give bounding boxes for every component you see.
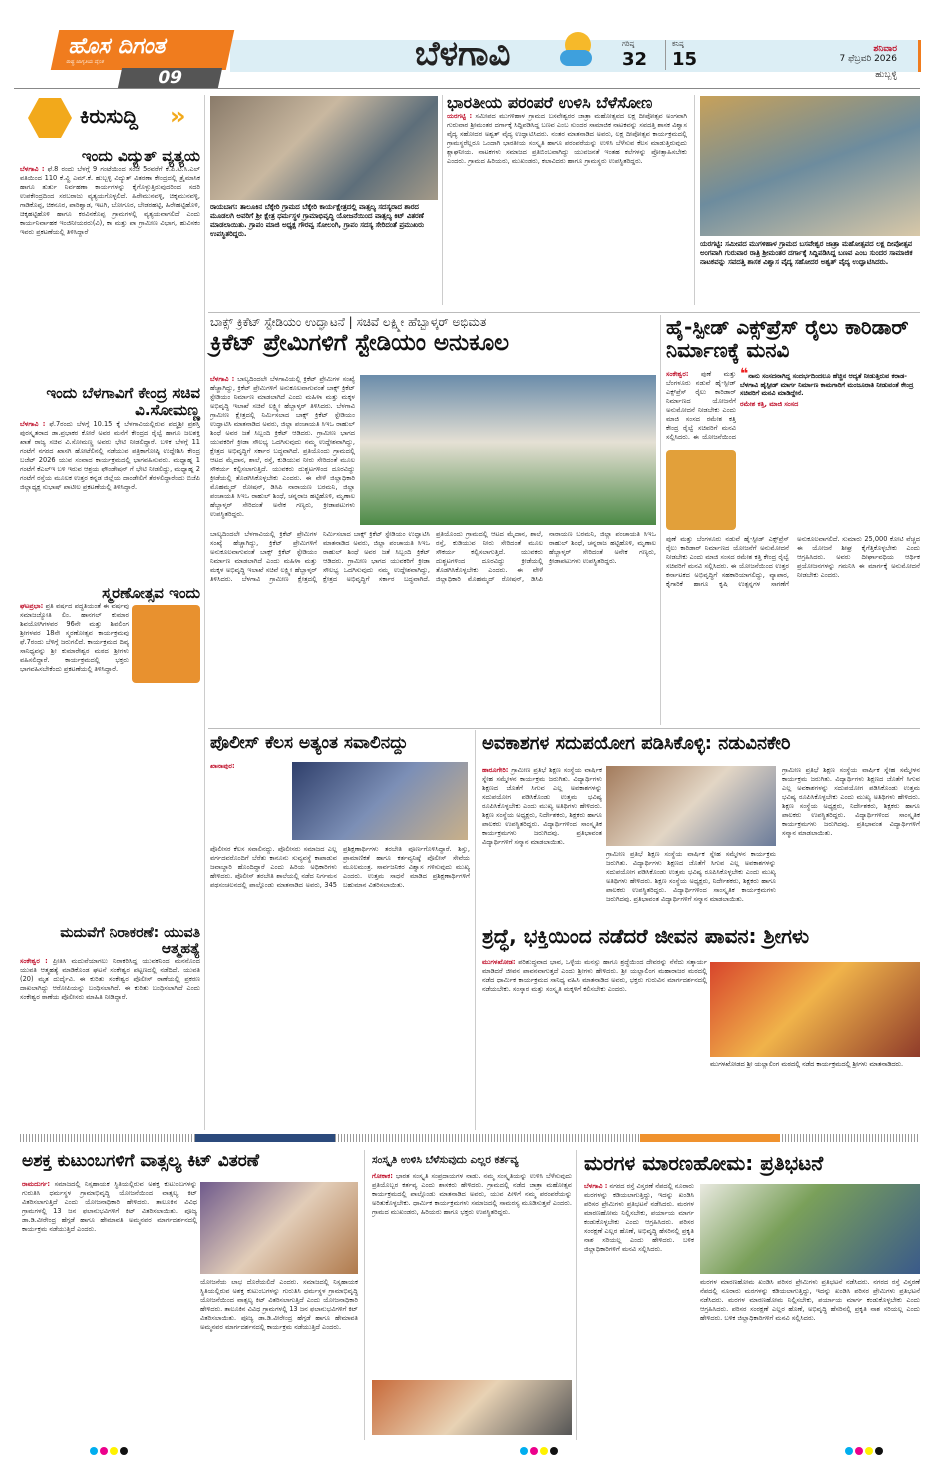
- rail-quote-box: ❝ನಾನು ಸಂಸದನಾಗಿದ್ದ ಸಂದರ್ಭದಿಂದಲೂ ಹೆಚ್ಚಿನ ಆದ್ಯತೆ ನೀಡುತ್ತಿರುವ ಕರಾಡ-ಬೆಳಗಾವಿ ಹೈಸ್ಪೀಡ್ ಮಾರ್ಗ ನಿರ್ಮಾಣ ಕಾಮಗಾರಿಗೆ ಮಂಜೂರಾತಿ ನೀಡುವಂತೆ ಕೇಂದ್ರ ಸಚಿವರಿಗೆ ಮನವಿ ಮಾಡಿದ್ದೇನೆ. ರಮೇಶ ಕತ್ತಿ, ಮಾಜಿ ಸಂಸದ: [740, 366, 914, 408]
- swamiji-photo: [132, 605, 200, 683]
- divider: [14, 88, 920, 89]
- photo-cricket-match: [360, 375, 656, 525]
- shraddhe-body: ಮುಗಳಖೋಡ: ಪರಿಶುದ್ಧವಾದ ಭಾವ, ಒಳ್ಳೆಯ ಮನಸ್ಸು ಹಾಗೂ ಶ್ರದ್ಧೆಯಿಂದ ದೇವರನ್ನು ನೆನೆದು ಸತ್ಕಾರ್ಯ ಮಾಡಿದರೆ ಜೀವನ ಪಾವನವಾಗುತ್ತದೆ ಎಂದು ಶ್ರೀಗಳು ಹೇಳಿದರು. ಶ್ರೀ ಯಲ್ಲಾಲಿಂಗ ಮಹಾರಾಜರ ಮಠದಲ್ಲಿ ನಡೆದ ಧಾರ್ಮಿಕ ಕಾರ್ಯಕ್ರಮದ ಸಾನಿಧ್ಯ ವಹಿಸಿ ಮಾತನಾಡಿದ ಅವರು, ಭಕ್ತರು ಗುರುವಿನ ಮಾರ್ಗದರ್ಶನದಲ್ಲಿ ನಡೆಯಬೇಕು. ಸಂಸ್ಕಾರ ಮತ್ತು ಸಂಸ್ಕೃತಿ ಮಕ್ಕಳಿಗೆ ಕಲಿಸಬೇಕು ಎಂದರು.: [482, 958, 707, 993]
- article-highspeed-rail: ಹೈ-ಸ್ಪೀಡ್ ಎಕ್ಸ್‌ಪ್ರೆಸ್ ರೈಲು ಕಾರಿಡಾರ್ ನಿರ್ಮಾಣಕ್ಕೆ ಮನವಿ: [666, 315, 909, 362]
- photo-school-event: [606, 766, 776, 846]
- photo-police-parade: [292, 762, 468, 840]
- police-body-lead: ಖಾನಾಪುರ:: [210, 762, 235, 770]
- registration-marks: [520, 1440, 560, 1459]
- section-kirusuddi: ಕಿರುಸುದ್ದಿ: [80, 104, 139, 128]
- vatsalya-caption: ಯೋಜನೆಯ ಲಾಭ ದೊರೆಯಲಿದೆ ಎಂದರು. ಸಮಾಜದಲ್ಲಿ ನಿಸ್ಸಹಾಯಕ ಸ್ಥಿತಿಯಲ್ಲಿರುವ ಅಶಕ್ತ ಕುಟುಂಬಗಳನ್ನು ಗುರುತಿಸಿ ಧರ್ಮಸ್ಥಳ ಗ್ರಾಮಾಭಿವೃದ್ಧಿ ಯೋಜನೆಯಿಂದ ವಾತ್ಸಲ್ಯ ಕಿಟ್ ವಿತರಿಸಲಾಗುತ್ತಿದೆ ಎಂದು ಯೋಜನಾಧಿಕಾರಿ ಹೇಳಿದರು. ತಾಲೂಕಿನ ವಿವಿಧ ಗ್ರಾಮಗಳಲ್ಲಿ 13 ಜನ ಫಲಾನುಭವಿಗಳಿಗೆ ಕಿಟ್ ವಿತರಿಸಲಾಯಿತು. ಪೂಜ್ಯ ಡಾ.ಡಿ.ವೀರೇಂದ್ರ ಹೆಗ್ಗಡೆ ಹಾಗೂ ಹೇಮಾವತಿ ಅಮ್ಮನವರ ಮಾರ್ಗದರ್ಶನದಲ್ಲಿ ಕಾರ್ಯಕ್ರಮ ನಡೆಯುತ್ತಿದೆ ಎಂದರು.: [200, 1278, 358, 1331]
- registration-marks: [90, 1440, 130, 1459]
- vatsalya-headline: ಅಶಕ್ತ ಕುಟುಂಬಗಳಿಗೆ ವಾತ್ಸಲ್ಯ ಕಿಟ್ ವಿತರಣೆ: [22, 1151, 260, 1171]
- photo-drama-inauguration: [700, 96, 920, 236]
- cloud-icon: [560, 50, 592, 66]
- police-headline: ಪೊಲೀಸ್ ಕೆಲಸ ಅತ್ಯಂತ ಸವಾಲಿನದ್ದು: [210, 733, 409, 753]
- chevron-icon: »: [170, 102, 186, 130]
- photo-swamiji-program: [710, 962, 920, 1057]
- avakasha-body-lead: ಹಾರೂಗೇರಿ: ಗ್ರಾಮೀಣ ಪ್ರತಿಭೆ ಶಿಕ್ಷಣ ಸಂಸ್ಥೆಯ ವಾರ್ಷಿಕ ಸ್ನೇಹ ಸಮ್ಮೇಳನ ಕಾರ್ಯಕ್ರಮ ಜರುಗಿತು. ವಿದ್ಯಾರ್ಥಿಗಳು ಶಿಕ್ಷಣದ ಜೊತೆಗೆ ಸಿಗುವ ಎಲ್ಲ ಅವಕಾಶಗಳನ್ನು ಸದುಪಯೋಗ ಪಡಿಸಿಕೊಂಡು ಉತ್ತಮ ಭವಿಷ್ಯ ರೂಪಿಸಿಕೊಳ್ಳಬೇಕು ಎಂದು ಮುಖ್ಯ ಅತಿಥಿಗಳು ಹೇಳಿದರು. ಶಿಕ್ಷಣ ಸಂಸ್ಥೆಯ ಅಧ್ಯಕ್ಷರು, ನಿರ್ದೇಶಕರು, ಶಿಕ್ಷಕರು ಹಾಗೂ ಪಾಲಕರು ಉಪಸ್ಥಿತರಿದ್ದರು. ವಿದ್ಯಾರ್ಥಿಗಳಿಂದ ಸಾಂಸ್ಕೃತಿಕ ಕಾರ್ಯಕ್ರಮಗಳು ಜರುಗಿದವು. ಪ್ರತಿಭಾವಂತ ವಿದ್ಯಾರ್ಥಿಗಳಿಗೆ ಸನ್ಮಾನ ಮಾಡಲಾಯಿತು.: [482, 766, 602, 846]
- min-temp: ಕನಿಷ್ಠ 15: [665, 40, 697, 70]
- edition-city: ಬೆಳಗಾವಿ: [415, 34, 511, 74]
- article-somanna: ಇಂದು ಬೆಳಗಾವಿಗೆ ಕೇಂದ್ರ ಸಚಿವ ವಿ.ಸೋಮಣ್ಣ ಬೆಳಗಾವಿ : ಫೆ.7ರಂದು ಬೆಳಗ್ಗೆ 10.15 ಕ್ಕೆ ಬೆಳಗಾವಿಯಲ್ಲಿರುವ ಪದ್ಮಶ್ರೀ ಪ್ರಶಸ್ತಿ ಪುರಸ್ಕೃತರಾದ ಡಾ.ಪ್ರಭಾಕರ ಕೋರೆ ಅವರ ಮನೆಗೆ ಕೇಂದ್ರದ ರೈಲ್ವೆ ಹಾಗೂ ಜಲಶಕ್ತಿ ಖಾತೆ ರಾಜ್ಯ ಸಚಿವ ವಿ.ಸೋಮಣ್ಣ ಅವರು ಭೇಟಿ ನೀಡಲಿದ್ದಾರೆ. ಬಳಿಕ ಬೆಳಗ್ಗೆ 11 ಗಂಟೆಗೆ ನಗರದ ಖಾಸಗಿ ಹೋಟೆಲಿನಲ್ಲಿ ನಡೆಯುವ ಪತ್ರಿಕಾಗೋಷ್ಠಿ ಉದ್ದೇಶಿಸಿ ಕೇಂದ್ರ ಬಜೆಟ್ 2026 ಯುವ ಸಂವಾದ ಕಾರ್ಯಕ್ರಮದಲ್ಲಿ ಭಾಗವಹಿಸುವರು. ಮಧ್ಯಾಹ್ನ 1 ಗಂಟೆಗೆ ಕೆಎಲ್ಇ ಬಳಿ ಇರುವ ಆಶ್ರಯ ಫೌಂಡೇಷನ್ ಗೆ ಭೇಟಿ ನೀಡಲಿದ್ದು, ಮಧ್ಯಾಹ್ನ 2 ಗಂಟೆಗೆ ರಸ್ತೆಯ ಮೂಲಕ ಉತ್ತರ ಕನ್ನಡ ಜಿಲ್ಲೆಯ ದಾಂಡೇಲಿಗೆ ತೆರಳಲಿದ್ದಾರೆಂದು ಬಿಜೆಪಿ ಜಿಲ್ಲಾಧ್ಯಕ್ಷ ಸುಭಾಷ್ ಪಾಟೀಲ ಪ್ರಕಟಣೆಯಲ್ಲಿ ತಿಳಿಸಿದ್ದಾರೆ.: [20, 384, 200, 491]
- photo-caption: ಯರಗಟ್ಟಿ: ಸಮೀಪದ ಮುಗಳಿಹಾಳ ಗ್ರಾಮದ ಬಸವೇಶ್ವರ ಜಾತ್ರಾ ಮಹೋತ್ಸವದ ಲಕ್ಷ ದೀಪೋತ್ಸವ ಅಂಗವಾಗಿ ಗುರುವಾರ ರಾತ್ರಿ ಶ್ರೀಮಂತರ ದರ್ಗಾಕ್ಕೆ ಸಿದ್ದಿಪಡಿಸಿದ್ದ ಬಣವ ಎಂಬ ಸುಂದರ ಸಾಮಾಜಿಕ ನಾಟಕವನ್ನು ಸವದತ್ತಿ ಶಾಸಕ ವಿಶ್ವಾಸ ವೈದ್ಯ ಸಹೋದರ ಅಶ್ವತ್ ವೈದ್ಯ ಉದ್ಘಾಟಿಸಿದರು.: [700, 240, 913, 266]
- article-power-cut: ಇಂದು ವಿದ್ಯುತ್ ವ್ಯತ್ಯಯ ಬೆಳಗಾವಿ : ಫೆ.8 ರಂದು ಬೆಳಗ್ಗೆ 9 ಗಂಟೆಯಿಂದ ಸಂಜೆ 5ರವರೆಗೆ ಕೆ.ಪಿ.ಟಿ.ಸಿ.ಎಲ್ ವತಿಯಿಂದ 110 ಕೆ.ವ್ಹಿ ಎಮ್.ಕೆ. ಹುಬ್ಬಳ್ಳಿ ವಿದ್ಯುತ್ ವಿತರಣಾ ಕೇಂದ್ರದಲ್ಲಿ ತ್ರೈಮಾಸಿಕ ಹಾಗೂ ತುರ್ತು ನಿರ್ವಹಣಾ ಕಾರ್ಯಗಳನ್ನು ಕೈಗೊಳ್ಳುತ್ತಿರುವುದರಿಂದ ಸದರಿ ಉಪಕೇಂದ್ರದಿಂದ ಸರಬರಾಜು ವ್ಯತ್ಯಯಗೊಳ್ಳಲಿದೆ. ಹಿರೇಮುನವಳ್ಳಿ, ಚಿಕ್ಕಮುನವಳ್ಳಿ, ಗಾಡಿಕೊಪ್ಪ, ಚಿಕನೂರ, ಪಾರಿಶ್ವಾಡ, ಇಟಗಿ, ಬೋಗೂರ, ಬೇಡರಹಟ್ಟಿ, ಹಿರೇಹಟ್ಟಿಹೊಳಿ, ಚಿಕ್ಕಹಟ್ಟಿಹೊಳಿ ಹಾಗೂ ಕರವಿನಕೊಪ್ಪ ಗ್ರಾಮಗಳಲ್ಲಿ ವ್ಯತ್ಯಯವಾಗಲಿದೆ ಎಂದು ಕಾರ್ಯನಿರ್ವಾಹಕ ಇಂಜಿನೀಯರರು(ವಿ), ಕಾ ಮತ್ತು ಪಾ ಗ್ರಾಮೀಣ ವಿಭಾಗ, ಹುವಿಸಕಂ ಇವರು ಪ್ರಕಟಣೆಯಲ್ಲಿ ತಿಳಿಸಿದ್ದಾರೆ: [20, 147, 200, 237]
- photo-caption: ರಾಯಬಾಗ: ತಾಲೂಕಿನ ಬೆಕ್ಕೇರಿ ಗ್ರಾಮದ ಬೆಕ್ಕೇರಿ ಕಾರ್ಯಕ್ಷೇತ್ರದಲ್ಲಿ ವಾತ್ಸಲ್ಯ ಸದಸ್ಯರಾದ ಶಾರದ ಮೂಡಲಗಿ ಅವರಿಗೆ ಶ್ರೀ ಕ್ಷೇತ್ರ ಧರ್ಮಸ್ಥಳ ಗ್ರಾಮಾಭಿವೃದ್ಧಿ ಯೋಜನೆಯಿಂದ ವಾತ್ಸಲ್ಯ ಕಿಟ್ ವಿತರಣೆ ಮಾಡಲಾಯಿತು. ಗ್ರಾಪಂ ಮಾಜಿ ಅಧ್ಯಕ್ಷ ಗೌರವ್ವ ಸೋಲಂಗಿ, ಗ್ರಾಪಂ ಸದಸ್ಯ ಸೇರಿದಂತೆ ಪ್ರಮುಖರು ಉಪಸ್ಥಿತರಿದ್ದರು.: [210, 203, 425, 238]
- marada-caption: ಮರಗಳ ಮಾರಣಹೋಮ ಖಂಡಿಸಿ ಪರಿಸರ ಪ್ರೇಮಿಗಳು ಪ್ರತಿಭಟನೆ ನಡೆಸಿದರು. ನಗರದ ರಸ್ತೆ ವಿಸ್ತರಣೆ ನೆಪದಲ್ಲಿ ನೂರಾರು ಮರಗಳನ್ನು ಕಡಿಯಲಾಗುತ್ತಿದ್ದು, ಇದನ್ನು ಖಂಡಿಸಿ ಪರಿಸರ ಪ್ರೇಮಿಗಳು ಪ್ರತಿಭಟನೆ ನಡೆಸಿದರು. ಮರಗಳ ಮಾರಣಹೋಮ ನಿಲ್ಲಿಸಬೇಕು, ಪರ್ಯಾಯ ಮಾರ್ಗ ಕಂಡುಕೊಳ್ಳಬೇಕು ಎಂದು ಆಗ್ರಹಿಸಿದರು. ಪರಿಸರ ಸಂರಕ್ಷಣೆ ಎಲ್ಲರ ಹೊಣೆ, ಅಭಿವೃದ್ಧಿ ಹೆಸರಿನಲ್ಲಿ ಪ್ರಕೃತಿ ನಾಶ ಸರಿಯಲ್ಲ ಎಂದು ಹೇಳಿದರು. ಬಳಿಕ ಜಿಲ್ಲಾಧಿಕಾರಿಗಳಿಗೆ ಮನವಿ ಸಲ್ಲಿಸಿದರು.: [700, 1278, 920, 1322]
- avakasha-headline: ಅವಕಾಶಗಳ ಸದುಪಯೋಗ ಪಡಿಸಿಕೊಳ್ಳಿ: ನಡುವಿನಕೇರಿ: [482, 733, 791, 754]
- dateline: ಶನಿವಾರ 7 ಫೆಬ್ರವರಿ 2026 ಹುಬ್ಬಳ್ಳಿ: [839, 44, 897, 80]
- photo-caption: ಮುಗಳಖೋಡದ ಶ್ರೀ ಯಲ್ಲಾಲಿಂಗ ಮಠದಲ್ಲಿ ನಡೆದ ಕಾರ್ಯಕ್ರಮದಲ್ಲಿ ಶ್ರೀಗಳು ಮಾತನಾಡಿದರು.: [710, 1060, 904, 1068]
- avakasha-body-2: ಗ್ರಾಮೀಣ ಪ್ರತಿಭೆ ಶಿಕ್ಷಣ ಸಂಸ್ಥೆಯ ವಾರ್ಷಿಕ ಸ್ನೇಹ ಸಮ್ಮೇಳನ ಕಾರ್ಯಕ್ರಮ ಜರುಗಿತು. ವಿದ್ಯಾರ್ಥಿಗಳು ಶಿಕ್ಷಣದ ಜೊತೆಗೆ ಸಿಗುವ ಎಲ್ಲ ಅವಕಾಶಗಳನ್ನು ಸದುಪಯೋಗ ಪಡಿಸಿಕೊಂಡು ಉತ್ತಮ ಭವಿಷ್ಯ ರೂಪಿಸಿಕೊಳ್ಳಬೇಕು ಎಂದು ಮುಖ್ಯ ಅತಿಥಿಗಳು ಹೇಳಿದರು. ಶಿಕ್ಷಣ ಸಂಸ್ಥೆಯ ಅಧ್ಯಕ್ಷರು, ನಿರ್ದೇಶಕರು, ಶಿಕ್ಷಕರು ಹಾಗೂ ಪಾಲಕರು ಉಪಸ್ಥಿತರಿದ್ದರು. ವಿದ್ಯಾರ್ಥಿಗಳಿಂದ ಸಾಂಸ್ಕೃತಿಕ ಕಾರ್ಯಕ್ರಮಗಳು ಜರುಗಿದವು. ಪ್ರತಿಭಾವಂತ ವಿದ್ಯಾರ್ಥಿಗಳಿಗೆ ಸನ್ಮಾನ ಮಾಡಲಾಯಿತು.: [782, 766, 920, 837]
- article-smaranotsava: ಸ್ಮರಣೋತ್ಸವ ಇಂದು ಘಟಪ್ರಭಾ: ಪ್ರತಿ ವರ್ಷದ ಪದ್ಧತಿಯಂತೆ ಈ ವರ್ಷವು ಸಮಾಜಜ್ಯೋತಿ ಲಿಂ. ಹಾನಗಲ್ ಕುಮಾರ ಶಿವಯೋಗಿಗಳವರ 96ನೇ ಮತ್ತು ಶಿವಲಿಂಗ ಶ್ರೀಗಳವರ 18ನೇ ಸ್ಮರಣೋತ್ಸವ ಕಾರ್ಯಕ್ರಮವು ಫೆ.7ರಂದು ಬೆಳಿಗ್ಗೆ ಜರುಗಲಿದೆ. ಕಾರ್ಯಕ್ರಮದ ದಿವ್ಯ ಸಾನಿಧ್ಯವನ್ನು ಶ್ರೀ ಕುಮಾರೇಶ್ವರ ಮಠದ ಶ್ರೀಗಳು ವಹಿಸಲಿದ್ದಾರೆ. ಕಾರ್ಯಕ್ರಮದಲ್ಲಿ ಭಕ್ತರು ಭಾಗವಹಿಸಬೇಕೆಂದು ಪ್ರಕಟಣೆಯಲ್ಲಿ ತಿಳಿಸಿದ್ದಾರೆ.: [20, 585, 200, 902]
- person-photo: [666, 450, 736, 530]
- samskriti-headline: ಸಂಸ್ಕೃತಿ ಉಳಿಸಿ ಬೆಳೆಸುವುದು ಎಲ್ಲರ ಕರ್ತವ್ಯ: [372, 1154, 519, 1166]
- page-number: 09: [118, 68, 222, 88]
- accent-bar: [918, 40, 921, 72]
- photo-jatra: [372, 1380, 572, 1435]
- registration-marks: [845, 1440, 885, 1459]
- photo-protest: [700, 1184, 920, 1274]
- article-bharatiya-parampare: ಭಾರತೀಯ ಪರಂಪರೆ ಉಳಿಸಿ ಬೆಳೆಸೋಣ ಯರಗಟ್ಟಿ : ಸಮೀಪದ ಮುಗಳಿಹಾಳ ಗ್ರಾಮದ ಬಸವೇಶ್ವರರ ಜಾತ್ರಾ ಮಹೋತ್ಸವದ ಲಕ್ಷ ದೀಪೋತ್ಸವ ಅಂಗವಾಗಿ ಗುರುವಾರ ಶ್ರೀಮಂತರ ದರ್ಗಾಕ್ಕೆ ಸಿದ್ದಿಪಡಿಸಿದ್ದ ಬಣವ ಎಂಬ ಸುಂದರ ಸಾಮಾಜಿಕ ನಾಟಕವನ್ನು ಸವದತ್ತಿ ಶಾಸಕ ವಿಶ್ವಾಸ ವೈದ್ಯ ಸಹೋದರ ಅಶ್ವತ್ ವೈದ್ಯ ಉದ್ಘಾಟಿಸಿದರು. ನಂತರ ಮಾತನಾಡಿದ ಅವರು, ಲಕ್ಷ ದೀಪೋತ್ಸವ ಕಾರ್ಯಕ್ರಮದಲ್ಲಿ ಗ್ರಾಮಸ್ಥರೆಲ್ಲರೂ ಒಂದಾಗಿ ಭಾರತೀಯ ಸಂಸ್ಕೃತಿ ಹಾಗೂ ಪರಂಪರೆಯನ್ನು ಉಳಿಸಿ ಬೆಳೆಸುವ ಕೆಲಸ ಮಾಡುತ್ತಿರುವುದು ಶ್ಲಾಘನೀಯ. ನಾಟಕಗಳು ಸಮಾಜದ ಪ್ರತಿಬಿಂಬವಾಗಿದ್ದು ಯುವಜನತೆ ಇಂತಹ ಕಲೆಗಳನ್ನು ಪ್ರೋತ್ಸಾಹಿಸಬೇಕು ಎಂದರು. ಗ್ರಾಮದ ಹಿರಿಯರು, ಮುಖಂಡರು, ಕಲಾವಿದರು ಹಾಗೂ ಗ್ರಾಮಸ್ಥರು ಉಪಸ್ಥಿತರಿದ್ದರು.: [447, 93, 687, 166]
- photo-vatsalya-kit: [210, 96, 438, 200]
- cricket-body: ಬಾಲ್ಯದಿಂದಲೇ ಬೆಳಗಾವಿಯಲ್ಲಿ ಕ್ರಿಕೆಟ್ ಪ್ರೇಮಿಗಳ ಸಂಖ್ಯೆ ಹೆಚ್ಚಾಗಿದ್ದು, ಕ್ರಿಕೆಟ್ ಪ್ರೇಮಿಗಳಿಗೆ ಅನುಕೂಲವಾಗುವಂತೆ ಬಾಕ್ಸ್ ಕ್ರಿಕೆಟ್ ಸ್ಟೇಡಿಯಂ ನಿರ್ಮಾಣ ಮಾಡಲಾಗಿದೆ ಎಂದು ಮಹಿಳಾ ಮತ್ತು ಮಕ್ಕಳ ಅಭಿವೃದ್ಧಿ ಇಲಾಖೆ ಸಚಿವೆ ಲಕ್ಷ್ಮೀ ಹೆಬ್ಬಾಳ್ಕರ್ ತಿಳಿಸಿದರು. ಬೆಳಗಾವಿ ಗ್ರಾಮೀಣ ಕ್ಷೇತ್ರದಲ್ಲಿ ನಿರ್ಮಿಸಲಾದ ಬಾಕ್ಸ್ ಕ್ರಿಕೆಟ್ ಸ್ಟೇಡಿಯಂ ಉದ್ಘಾಟಿಸಿ ಮಾತನಾಡಿದ ಅವರು, ಜಿಲ್ಲಾ ಪಂಚಾಯತಿ ಸಿಇಒ ರಾಹುಲ್ ಶಿಂಧೆ ಅವರ ಜತೆ ಸಿಬ್ಬಂದಿ ಕ್ರಿಕೆಟ್ ಆಡಿದರು. ಗ್ರಾಮೀಣ ಭಾಗದ ಯುವಕರಿಗೆ ಕ್ರೀಡಾ ಸೌಲಭ್ಯ ಒದಗಿಸುವುದು ನಮ್ಮ ಉದ್ದೇಶವಾಗಿದ್ದು, ಕ್ಷೇತ್ರದ ಅಭಿವೃದ್ಧಿಗೆ ಸರ್ಕಾರ ಬದ್ಧವಾಗಿದೆ. ಪ್ರತಿಯೊಂದು ಗ್ರಾಮದಲ್ಲಿ ಆಟದ ಮೈದಾನ, ಶಾಲೆ, ರಸ್ತೆ, ಕುಡಿಯುವ ನೀರು ಸೇರಿದಂತೆ ಮೂಲ ಸೌಕರ್ಯ ಕಲ್ಪಿಸಲಾಗುತ್ತಿದೆ. ಯುವಕರು ದುಶ್ಚಟಗಳಿಂದ ದೂರವಿದ್ದು ಕ್ರೀಡೆಯಲ್ಲಿ ತೊಡಗಿಸಿಕೊಳ್ಳಬೇಕು ಎಂದರು. ಈ ವೇಳೆ ಜಿಲ್ಲಾಧಿಕಾರಿ ಮೊಹಮ್ಮದ್ ರೋಷನ್, ಡಿಸಿಪಿ ನಾರಾಯಣ ಬರಮನಿ, ಜಿಲ್ಲಾ ಪಂಚಾಯತಿ ಸಿಇಒ ರಾಹುಲ್ ಶಿಂಧೆ, ಚನ್ನರಾಜ ಹಟ್ಟಿಹೊಳಿ, ಮೃಣಾಲ ಹೆಬ್ಬಾಳ್ಕರ್ ಸೇರಿದಂತೆ ಅನೇಕ ಗಣ್ಯರು, ಕ್ರೀಡಾಪಟುಗಳು ಉಪಸ್ಥಿತರಿದ್ದರು.: [210, 530, 656, 583]
- hand-icon: [28, 98, 72, 138]
- newspaper-logo: ಹೊಸ ದಿಗಂತ ರಾಷ್ಟ್ರ ಜಾಗೃತಿಯ ದೈನಿಕ: [51, 30, 235, 70]
- marada-body: ಬೆಳಗಾವಿ : ನಗರದ ರಸ್ತೆ ವಿಸ್ತರಣೆ ನೆಪದಲ್ಲಿ ನೂರಾರು ಮರಗಳನ್ನು ಕಡಿಯಲಾಗುತ್ತಿದ್ದು, ಇದನ್ನು ಖಂಡಿಸಿ ಪರಿಸರ ಪ್ರೇಮಿಗಳು ಪ್ರತಿಭಟನೆ ನಡೆಸಿದರು. ಮರಗಳ ಮಾರಣಹೋಮ ನಿಲ್ಲಿಸಬೇಕು, ಪರ್ಯಾಯ ಮಾರ್ಗ ಕಂಡುಕೊಳ್ಳಬೇಕು ಎಂದು ಆಗ್ರಹಿಸಿದರು. ಪರಿಸರ ಸಂರಕ್ಷಣೆ ಎಲ್ಲರ ಹೊಣೆ, ಅಭಿವೃದ್ಧಿ ಹೆಸರಿನಲ್ಲಿ ಪ್ರಕೃತಿ ನಾಶ ಸರಿಯಲ್ಲ ಎಂದು ಹೇಳಿದರು. ಬಳಿಕ ಜಿಲ್ಲಾಧಿಕಾರಿಗಳಿಗೆ ಮನವಿ ಸಲ್ಲಿಸಿದರು.: [584, 1182, 694, 1253]
- photo-kit-distribution: [200, 1182, 358, 1274]
- article-cricket-stadium: ಬಾಕ್ಸ್ ಕ್ರಿಕೆಟ್ ಸ್ಟೇಡಿಯಂ ಉದ್ಘಾಟನೆ | ಸಚಿವೆ ಲಕ್ಷ್ಮೀ ಹೆಬ್ಬಾಳ್ಕರ್ ಅಭಿಮತ ಕ್ರಿಕೆಟ್ ಪ್ರೇಮಿಗಳಿಗೆ ಸ್ಟೇಡಿಯಂ ಅನುಕೂಲ: [210, 315, 510, 356]
- quote-icon: ❝: [740, 366, 749, 382]
- rail-body-lead: ಸಂಕೇಶ್ವರ: ಪುಣೆ ಮತ್ತು ಬೆಂಗಳೂರು ನಡುವೆ ಹೈ-ಸ್ಪೀಡ್ ಎಕ್ಸ್‌ಪ್ರೆಸ್ ರೈಲು ಕಾರಿಡಾರ್ ನಿರ್ಮಾಣದ ಯೋಜನೆಗೆ ಅನುಮೋದನೆ ನೀಡಬೇಕು ಎಂದು ಮಾಜಿ ಸಂಸದ ರಮೇಶ ಕತ್ತಿ ಕೇಂದ್ರ ರೈಲ್ವೆ ಸಚಿವರಿಗೆ ಮನವಿ ಸಲ್ಲಿಸಿದರು. ಈ ಯೋಜನೆಯಿಂದ: [666, 370, 736, 441]
- article-suicide: ಮದುವೆಗೆ ನಿರಾಕರಣೆ: ಯುವತಿ ಆತ್ಮಹತ್ಯೆ ಸಂಕೇಶ್ವರ : ಪ್ರೀತಿಸಿ ಮದುವೆಯಾಗಲು ನಿರಾಕರಿಸಿದ್ದ ಯುವಕನಿಂದ ಮನನೊಂದ ಯುವತಿ ಆತ್ಮಹತ್ಯೆ ಮಾಡಿಕೊಂಡ ಘಟನೆ ಸಂಕೇಶ್ವರ ಪಟ್ಟಣದಲ್ಲಿ ನಡೆದಿದೆ. ಯುವತಿ (20) ಮೃತ ದುರ್ದೈವಿ. ಈ ಕುರಿತು ಸಂಕೇಶ್ವರ ಪೊಲೀಸ್ ಠಾಣೆಯಲ್ಲಿ ಪ್ರಕರಣ ದಾಖಲಾಗಿದ್ದು ಆರೋಪಿಯನ್ನು ಬಂಧಿಸಲಾಗಿದೆ. ಈ ಕುರಿತು ಬಂಧಿಸಲಾಗಿದೆ ಎಂದು ಸಂಕೇಶ್ವರ ಠಾಣೆಯ ಪೊಲೀಸರು ಮಾಹಿತಿ ನೀಡಿದ್ದಾರೆ.: [20, 925, 200, 1002]
- police-body: ಪೊಲೀಸರ ಕೆಲಸ ಸವಾಲಿನದ್ದು. ಪೊಲೀಸರು ಸಮಾಜದ ಎಲ್ಲ ವರ್ಗದವರೊಂದಿಗೆ ಬೆರೆತು ಕಾನೂನು ಸುವ್ಯವಸ್ಥೆ ಕಾಪಾಡುವ ಜವಾಬ್ದಾರಿ ಹೊಂದಿದ್ದಾರೆ ಎಂದು ಹಿರಿಯ ಅಧಿಕಾರಿಗಳು ಹೇಳಿದರು. ಪೊಲೀಸ್ ತರಬೇತಿ ಶಾಲೆಯಲ್ಲಿ ನಡೆದ ನಿರ್ಗಮನ ಪಥಸಂಚಲನದಲ್ಲಿ ಪಾಲ್ಗೊಂಡು ಮಾತನಾಡಿದ ಅವರು, 345 ಪ್ರಶಿಕ್ಷಣಾರ್ಥಿಗಳು ತರಬೇತಿ ಪೂರ್ಣಗೊಳಿಸಿದ್ದಾರೆ. ಶಿಸ್ತು, ಪ್ರಾಮಾಣಿಕತೆ ಹಾಗೂ ಕರ್ತವ್ಯನಿಷ್ಠೆ ಪೊಲೀಸ್ ಸೇವೆಯ ಮೂಲಮಂತ್ರ. ಸಾರ್ವಜನಿಕರ ವಿಶ್ವಾಸ ಗಳಿಸುವುದು ಮುಖ್ಯ ಎಂದರು. ಉತ್ತಮ ಸಾಧನೆ ಮಾಡಿದ ಪ್ರಶಿಕ್ಷಣಾರ್ಥಿಗಳಿಗೆ ಬಹುಮಾನ ವಿತರಿಸಲಾಯಿತು.: [210, 845, 470, 889]
- section-separator: [20, 1134, 920, 1142]
- samskriti-body: ಗೋಕಾಕ: ಭಾರತ ಸಂಸ್ಕೃತಿ ಸಂಪ್ರದಾಯಗಳ ನಾಡು. ನಮ್ಮ ಸಂಸ್ಕೃತಿಯನ್ನು ಉಳಿಸಿ ಬೆಳೆಸುವುದು ಪ್ರತಿಯೊಬ್ಬರ ಕರ್ತವ್ಯ ಎಂದು ಶಾಸಕರು ಹೇಳಿದರು. ಗ್ರಾಮದಲ್ಲಿ ನಡೆದ ಜಾತ್ರಾ ಮಹೋತ್ಸವ ಕಾರ್ಯಕ್ರಮದಲ್ಲಿ ಪಾಲ್ಗೊಂಡು ಮಾತನಾಡಿದ ಅವರು, ಯುವ ಪೀಳಿಗೆ ನಮ್ಮ ಪರಂಪರೆಯನ್ನು ಅರಿತುಕೊಳ್ಳಬೇಕು. ಧಾರ್ಮಿಕ ಕಾರ್ಯಕ್ರಮಗಳು ಸಮಾಜದಲ್ಲಿ ಸಾಮರಸ್ಯ ಮೂಡಿಸುತ್ತವೆ ಎಂದರು. ಗ್ರಾಮದ ಮುಖಂಡರು, ಹಿರಿಯರು ಹಾಗೂ ಭಕ್ತರು ಉಪಸ್ಥಿತರಿದ್ದರು.: [372, 1172, 572, 1216]
- shraddhe-headline: ಶ್ರದ್ಧೆ, ಭಕ್ತಿಯಿಂದ ನಡೆದರೆ ಜೀವನ ಪಾವನ: ಶ್ರೀಗಳು: [482, 924, 810, 948]
- max-temp: ಗರಿಷ್ಠ 32: [622, 40, 648, 70]
- avakasha-body: ಗ್ರಾಮೀಣ ಪ್ರತಿಭೆ ಶಿಕ್ಷಣ ಸಂಸ್ಥೆಯ ವಾರ್ಷಿಕ ಸ್ನೇಹ ಸಮ್ಮೇಳನ ಕಾರ್ಯಕ್ರಮ ಜರುಗಿತು. ವಿದ್ಯಾರ್ಥಿಗಳು ಶಿಕ್ಷಣದ ಜೊತೆಗೆ ಸಿಗುವ ಎಲ್ಲ ಅವಕಾಶಗಳನ್ನು ಸದುಪಯೋಗ ಪಡಿಸಿಕೊಂಡು ಉತ್ತಮ ಭವಿಷ್ಯ ರೂಪಿಸಿಕೊಳ್ಳಬೇಕು ಎಂದು ಮುಖ್ಯ ಅತಿಥಿಗಳು ಹೇಳಿದರು. ಶಿಕ್ಷಣ ಸಂಸ್ಥೆಯ ಅಧ್ಯಕ್ಷರು, ನಿರ್ದೇಶಕರು, ಶಿಕ್ಷಕರು ಹಾಗೂ ಪಾಲಕರು ಉಪಸ್ಥಿತರಿದ್ದರು. ವಿದ್ಯಾರ್ಥಿಗಳಿಂದ ಸಾಂಸ್ಕೃತಿಕ ಕಾರ್ಯಕ್ರಮಗಳು ಜರುಗಿದವು. ಪ್ರತಿಭಾವಂತ ವಿದ್ಯಾರ್ಥಿಗಳಿಗೆ ಸನ್ಮಾನ ಮಾಡಲಾಯಿತು.: [606, 850, 776, 903]
- vatsalya-body: ರಾಮದುರ್ಗ: ಸಮಾಜದಲ್ಲಿ ನಿಸ್ಸಹಾಯಕ ಸ್ಥಿತಿಯಲ್ಲಿರುವ ಅಶಕ್ತ ಕುಟುಂಬಗಳನ್ನು ಗುರುತಿಸಿ ಧರ್ಮಸ್ಥಳ ಗ್ರಾಮಾಭಿವೃದ್ಧಿ ಯೋಜನೆಯಿಂದ ವಾತ್ಸಲ್ಯ ಕಿಟ್ ವಿತರಿಸಲಾಗುತ್ತಿದೆ ಎಂದು ಯೋಜನಾಧಿಕಾರಿ ಹೇಳಿದರು. ತಾಲೂಕಿನ ವಿವಿಧ ಗ್ರಾಮಗಳಲ್ಲಿ 13 ಜನ ಫಲಾನುಭವಿಗಳಿಗೆ ಕಿಟ್ ವಿತರಿಸಲಾಯಿತು. ಪೂಜ್ಯ ಡಾ.ಡಿ.ವೀರೇಂದ್ರ ಹೆಗ್ಗಡೆ ಹಾಗೂ ಹೇಮಾವತಿ ಅಮ್ಮನವರ ಮಾರ್ಗದರ್ಶನದಲ್ಲಿ ಕಾರ್ಯಕ್ರಮ ನಡೆಯುತ್ತಿದೆ ಎಂದರು.: [22, 1180, 197, 1233]
- marada-headline: ಮರಗಳ ಮಾರಣಹೋಮ: ಪ್ರತಿಭಟನೆ: [584, 1151, 824, 1175]
- rail-body: ಪುಣೆ ಮತ್ತು ಬೆಂಗಳೂರು ನಡುವೆ ಹೈ-ಸ್ಪೀಡ್ ಎಕ್ಸ್‌ಪ್ರೆಸ್ ರೈಲು ಕಾರಿಡಾರ್ ನಿರ್ಮಾಣದ ಯೋಜನೆಗೆ ಅನುಮೋದನೆ ನೀಡಬೇಕು ಎಂದು ಮಾಜಿ ಸಂಸದ ರಮೇಶ ಕತ್ತಿ ಕೇಂದ್ರ ರೈಲ್ವೆ ಸಚಿವರಿಗೆ ಮನವಿ ಸಲ್ಲಿಸಿದರು. ಈ ಯೋಜನೆಯಿಂದ ಉತ್ತರ ಕರ್ನಾಟಕದ ಅಭಿವೃದ್ಧಿಗೆ ಸಹಕಾರಿಯಾಗಲಿದ್ದು, ವ್ಯಾಪಾರ, ಕೈಗಾರಿಕೆ ಹಾಗೂ ಕೃಷಿ ಉತ್ಪನ್ನಗಳ ಸಾಗಣೆಗೆ ಅನುಕೂಲವಾಗಲಿದೆ. ಸುಮಾರು 25,000 ಕೋಟಿ ವೆಚ್ಚದ ಈ ಯೋಜನೆ ಶೀಘ್ರ ಕೈಗೆತ್ತಿಕೊಳ್ಳಬೇಕು ಎಂದು ಆಗ್ರಹಿಸಿದರು. ಅವರು ದೀರ್ಘಾವಧಿಯ ಆರ್ಥಿಕ ಪ್ರಯೋಜನಗಳನ್ನು ಗಮನಿಸಿ ಈ ಮಾರ್ಗಕ್ಕೆ ಅನುಮೋದನೆ ನೀಡಬೇಕು ಎಂದರು.: [666, 535, 920, 588]
- cricket-body-lead: ಬೆಳಗಾವಿ : ಬಾಲ್ಯದಿಂದಲೇ ಬೆಳಗಾವಿಯಲ್ಲಿ ಕ್ರಿಕೆಟ್ ಪ್ರೇಮಿಗಳ ಸಂಖ್ಯೆ ಹೆಚ್ಚಾಗಿದ್ದು, ಕ್ರಿಕೆಟ್ ಪ್ರೇಮಿಗಳಿಗೆ ಅನುಕೂಲವಾಗುವಂತೆ ಬಾಕ್ಸ್ ಕ್ರಿಕೆಟ್ ಸ್ಟೇಡಿಯಂ ನಿರ್ಮಾಣ ಮಾಡಲಾಗಿದೆ ಎಂದು ಮಹಿಳಾ ಮತ್ತು ಮಕ್ಕಳ ಅಭಿವೃದ್ಧಿ ಇಲಾಖೆ ಸಚಿವೆ ಲಕ್ಷ್ಮೀ ಹೆಬ್ಬಾಳ್ಕರ್ ತಿಳಿಸಿದರು. ಬೆಳಗಾವಿ ಗ್ರಾಮೀಣ ಕ್ಷೇತ್ರದಲ್ಲಿ ನಿರ್ಮಿಸಲಾದ ಬಾಕ್ಸ್ ಕ್ರಿಕೆಟ್ ಸ್ಟೇಡಿಯಂ ಉದ್ಘಾಟಿಸಿ ಮಾತನಾಡಿದ ಅವರು, ಜಿಲ್ಲಾ ಪಂಚಾಯತಿ ಸಿಇಒ ರಾಹುಲ್ ಶಿಂಧೆ ಅವರ ಜತೆ ಸಿಬ್ಬಂದಿ ಕ್ರಿಕೆಟ್ ಆಡಿದರು. ಗ್ರಾಮೀಣ ಭಾಗದ ಯುವಕರಿಗೆ ಕ್ರೀಡಾ ಸೌಲಭ್ಯ ಒದಗಿಸುವುದು ನಮ್ಮ ಉದ್ದೇಶವಾಗಿದ್ದು, ಕ್ಷೇತ್ರದ ಅಭಿವೃದ್ಧಿಗೆ ಸರ್ಕಾರ ಬದ್ಧವಾಗಿದೆ. ಪ್ರತಿಯೊಂದು ಗ್ರಾಮದಲ್ಲಿ ಆಟದ ಮೈದಾನ, ಶಾಲೆ, ರಸ್ತೆ, ಕುಡಿಯುವ ನೀರು ಸೇರಿದಂತೆ ಮೂಲ ಸೌಕರ್ಯ ಕಲ್ಪಿಸಲಾಗುತ್ತಿದೆ. ಯುವಕರು ದುಶ್ಚಟಗಳಿಂದ ದೂರವಿದ್ದು ಕ್ರೀಡೆಯಲ್ಲಿ ತೊಡಗಿಸಿಕೊಳ್ಳಬೇಕು ಎಂದರು. ಈ ವೇಳೆ ಜಿಲ್ಲಾಧಿಕಾರಿ ಮೊಹಮ್ಮದ್ ರೋಷನ್, ಡಿಸಿಪಿ ನಾರಾಯಣ ಬರಮನಿ, ಜಿಲ್ಲಾ ಪಂಚಾಯತಿ ಸಿಇಒ ರಾಹುಲ್ ಶಿಂಧೆ, ಚನ್ನರಾಜ ಹಟ್ಟಿಹೊಳಿ, ಮೃಣಾಲ ಹೆಬ್ಬಾಳ್ಕರ್ ಸೇರಿದಂತೆ ಅನೇಕ ಗಣ್ಯರು, ಕ್ರೀಡಾಪಟುಗಳು ಉಪಸ್ಥಿತರಿದ್ದರು.: [210, 375, 355, 518]
